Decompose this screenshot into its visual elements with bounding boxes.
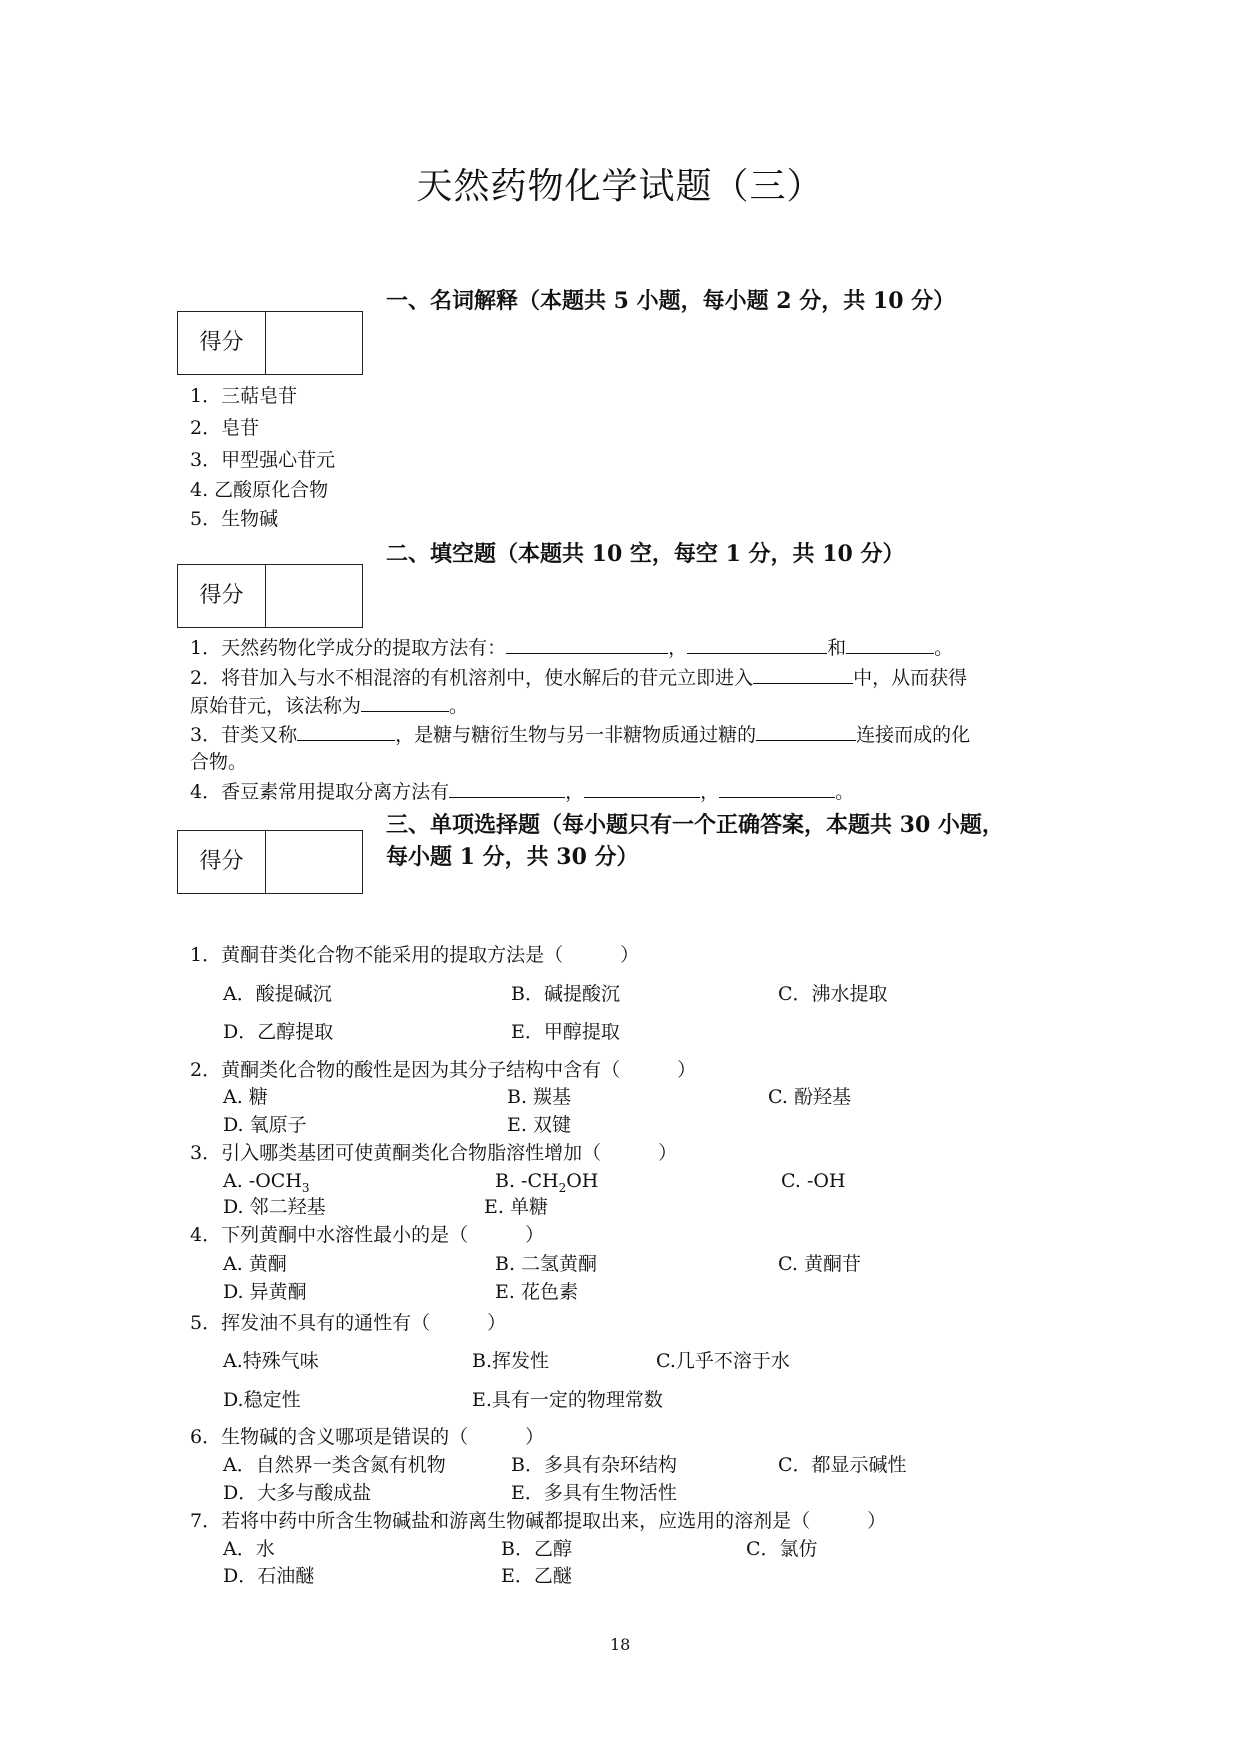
- fill-question-1: 1．天然药物化学成分的提取方法有： ， 和 。: [190, 633, 953, 662]
- answer-blank[interactable]: [361, 691, 449, 712]
- s1-item: 3．甲型强心苷元: [190, 449, 336, 471]
- fill-question-3-cont: 合物。: [190, 751, 248, 773]
- mc-option[interactable]: E．多具有生物活性: [511, 1482, 677, 1504]
- mc-option[interactable]: C. 黄酮苷: [778, 1253, 861, 1275]
- answer-blank[interactable]: [756, 720, 856, 741]
- fill-question-4: 4．香豆素常用提取分离方法有 ， ， 。: [190, 777, 854, 806]
- score-box-3: [177, 830, 363, 894]
- page-number: 18: [610, 1635, 631, 1654]
- mc-option[interactable]: C．都显示碱性: [778, 1454, 907, 1476]
- mc-question-5: 5．挥发油不具有的通性有（ ）: [190, 1312, 507, 1334]
- mc-question-4: 4．下列黄酮中水溶性最小的是（ ）: [190, 1224, 545, 1246]
- section3-heading-line2: 每小题 1 分，共 30 分）: [386, 844, 639, 870]
- section2-heading: 二、填空题（本题共 10 空，每空 1 分，共 10 分）: [386, 541, 905, 567]
- mc-option[interactable]: D．大多与酸成盐: [223, 1482, 372, 1504]
- answer-blank[interactable]: [687, 633, 827, 654]
- mc-option[interactable]: B．碱提酸沉: [511, 983, 620, 1005]
- mc-option[interactable]: B. $-CH_2OH$: [495, 1170, 599, 1195]
- score-box-1: [177, 311, 363, 375]
- page-title: 天然药物化学试题（三）: [416, 166, 824, 207]
- mc-option[interactable]: D. 邻二羟基: [223, 1196, 326, 1218]
- fill-question-2-cont: 原始苷元，该法称为 。: [190, 691, 468, 720]
- mc-option[interactable]: A.特殊气味: [223, 1350, 319, 1372]
- mc-option[interactable]: E. 双键: [507, 1114, 571, 1136]
- mc-option[interactable]: A. $-OCH_3$: [223, 1170, 310, 1195]
- mc-option[interactable]: B.挥发性: [472, 1350, 550, 1372]
- mc-option[interactable]: E.具有一定的物理常数: [472, 1389, 663, 1411]
- mc-question-1: 1．黄酮苷类化合物不能采用的提取方法是（ ）: [190, 944, 640, 966]
- section3-heading-line1: 三、单项选择题（每小题只有一个正确答案，本题共 30 小题，: [386, 812, 1004, 838]
- fill-question-3: 3．苷类又称 ，是糖与糖衍生物与另一非糖物质通过糖的 连接而成的化: [190, 720, 970, 749]
- mc-option[interactable]: A. 糖: [223, 1086, 268, 1108]
- mc-question-3: 3．引入哪类基团可使黄酮类化合物脂溶性增加（ ）: [190, 1142, 678, 1164]
- s1-item: 4. 乙酸原化合物: [190, 479, 329, 501]
- mc-option[interactable]: B．乙醇: [501, 1538, 572, 1560]
- answer-blank[interactable]: [846, 633, 934, 654]
- mc-option[interactable]: A．酸提碱沉: [223, 983, 332, 1005]
- mc-option[interactable]: E. 花色素: [495, 1281, 578, 1303]
- score-label: 得分: [178, 312, 266, 374]
- score-box-2: [177, 564, 363, 628]
- mc-option[interactable]: E．乙醚: [501, 1565, 572, 1587]
- answer-blank[interactable]: [297, 720, 395, 741]
- s1-item: 5．生物碱: [190, 508, 279, 530]
- mc-question-2: 2．黄酮类化合物的酸性是因为其分子结构中含有（ ）: [190, 1059, 697, 1081]
- mc-option[interactable]: B. 羰基: [507, 1086, 572, 1108]
- mc-option[interactable]: A. 黄酮: [223, 1253, 287, 1275]
- mc-option[interactable]: D．乙醇提取: [223, 1021, 334, 1043]
- mc-question-6: 6．生物碱的含义哪项是错误的（ ）: [190, 1426, 545, 1448]
- answer-blank[interactable]: [506, 633, 668, 654]
- answer-blank[interactable]: [584, 777, 700, 798]
- mc-option[interactable]: D.稳定性: [223, 1389, 301, 1411]
- mc-option[interactable]: C．氯仿: [746, 1538, 818, 1560]
- mc-option[interactable]: C. -OH: [781, 1170, 846, 1192]
- mc-question-7: 7．若将中药中所含生物碱盐和游离生物碱都提取出来，应选用的溶剂是（ ）: [190, 1510, 887, 1532]
- fill-question-2: 2．将苷加入与水不相混溶的有机溶剂中，使水解后的苷元立即进入 中，从而获得: [190, 663, 967, 692]
- mc-option[interactable]: C.几乎不溶于水: [656, 1350, 790, 1372]
- mc-option[interactable]: A．自然界一类含氮有机物: [223, 1454, 446, 1476]
- score-label: 得分: [178, 565, 266, 627]
- section1-heading: 一、名词解释（本题共 5 小题，每小题 2 分，共 10 分）: [386, 288, 956, 314]
- mc-option[interactable]: D. 氧原子: [223, 1114, 307, 1136]
- s1-item: 1．三萜皂苷: [190, 385, 298, 407]
- mc-option[interactable]: C. 酚羟基: [768, 1086, 851, 1108]
- mc-option[interactable]: D. 异黄酮: [223, 1281, 307, 1303]
- mc-option[interactable]: D．石油醚: [223, 1565, 315, 1587]
- s1-item: 2．皂苷: [190, 417, 260, 439]
- mc-option[interactable]: E．甲醇提取: [511, 1021, 620, 1043]
- answer-blank[interactable]: [753, 663, 853, 684]
- score-label: 得分: [178, 831, 266, 893]
- mc-option[interactable]: A．水: [223, 1538, 275, 1560]
- mc-option[interactable]: B. 二氢黄酮: [495, 1253, 598, 1275]
- answer-blank[interactable]: [719, 777, 835, 798]
- mc-option[interactable]: E. 单糖: [484, 1196, 548, 1218]
- answer-blank[interactable]: [449, 777, 565, 798]
- mc-option[interactable]: C．沸水提取: [778, 983, 888, 1005]
- mc-option[interactable]: B．多具有杂环结构: [511, 1454, 677, 1476]
